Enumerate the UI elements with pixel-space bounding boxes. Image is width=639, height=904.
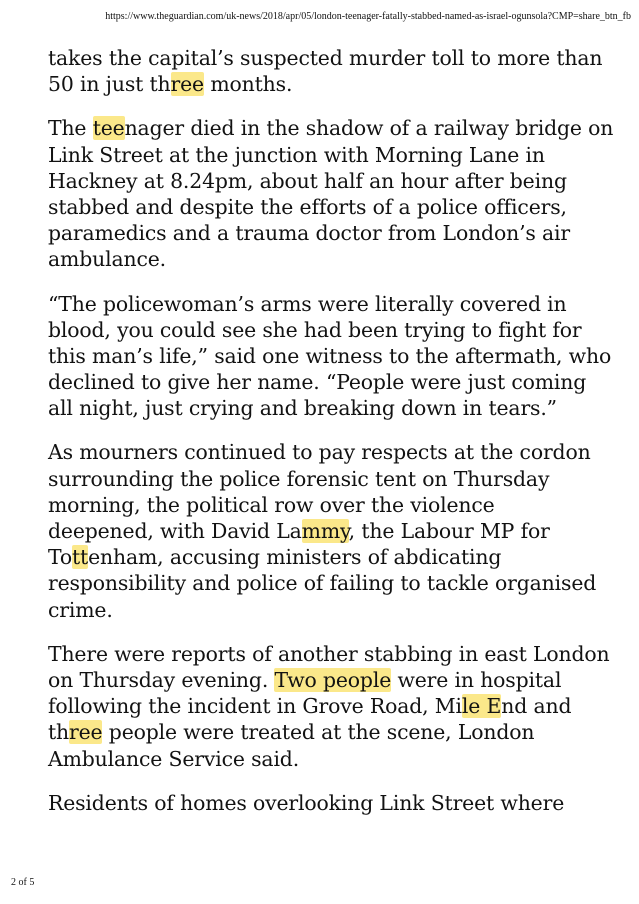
text-line	[48, 220, 608, 246]
text-line	[48, 719, 608, 745]
text-line	[48, 641, 608, 667]
text-segment: Hackney at 8.24pm, about half an hour after being	[48, 168, 567, 193]
text-segment: all night, just crying and breaking down in tears.”	[48, 396, 557, 421]
text-line	[48, 693, 608, 719]
text-line	[48, 142, 608, 168]
highlighted-text: ree	[69, 720, 103, 745]
text-segment: months.	[203, 72, 293, 97]
article-body	[48, 45, 614, 834]
text-segment: Residents of homes overlooking Link Street where	[48, 790, 565, 815]
text-line	[48, 395, 608, 421]
text-line	[48, 570, 608, 596]
highlighted-text: Two people	[274, 667, 392, 692]
article-paragraph	[48, 291, 612, 422]
text-segment: on Thursday evening.	[48, 667, 275, 692]
text-segment: deepened, with David La	[48, 519, 302, 543]
text-segment: nager died in the shadow of a railway bridge on	[124, 116, 614, 141]
text-segment: th	[48, 720, 70, 745]
text-segment: declined to give her name. “People were just coming	[48, 370, 587, 395]
text-segment: As mourners continued to pay respects at the cordon	[48, 440, 591, 465]
text-segment: The	[48, 116, 93, 141]
highlighted-text: le E	[461, 694, 502, 719]
text-line	[48, 45, 608, 71]
text-segment: this man’s life,” said one witness to the aftermath, who	[48, 343, 612, 368]
text-line	[48, 343, 612, 369]
text-line	[48, 597, 608, 623]
text-segment: people were treated at the scene, London	[102, 720, 535, 745]
text-segment: takes the capital’s suspected murder toll to more than	[48, 46, 603, 70]
text-segment: paramedics and a trauma doctor from London’s air	[48, 221, 571, 246]
text-line	[48, 246, 608, 272]
text-line	[48, 194, 608, 220]
text-segment: surrounding the police forensic tent on Thursday	[48, 466, 550, 491]
article-paragraph	[48, 439, 608, 622]
text-line	[48, 439, 608, 465]
text-segment: There were reports of another stabbing in east London	[48, 641, 610, 666]
highlighted-text: tee	[92, 116, 125, 141]
text-segment: blood, you could see she had been trying to fight for	[48, 317, 582, 342]
article-paragraph	[48, 641, 608, 772]
text-line	[48, 317, 608, 343]
text-segment: enham, accusing ministers of abdicating	[88, 545, 502, 570]
text-line	[48, 168, 608, 194]
page-number: 2 of 5	[11, 877, 35, 888]
highlighted-text: tt	[72, 545, 89, 570]
text-line	[48, 291, 608, 317]
text-segment: were in hospital	[391, 667, 562, 692]
text-line	[48, 115, 614, 141]
text-segment: nd and	[501, 694, 572, 719]
text-line	[48, 746, 608, 772]
article-paragraph	[48, 45, 608, 97]
text-line	[48, 492, 608, 518]
text-line	[48, 466, 608, 492]
text-segment: responsibility and police of failing to tackle organised	[48, 571, 597, 596]
page-url: https://www.theguardian.com/uk-news/2018/apr/05/london-teenager-fatally-stabbed-named-as-israel-ogunsola?CMP=share_btn_fb	[105, 11, 631, 22]
text-segment: crime.	[48, 597, 113, 622]
text-segment: Ambulance Service said.	[48, 746, 300, 771]
text-line	[48, 667, 608, 693]
text-segment: Link Street at the junction with Morning Lane in	[48, 142, 545, 167]
text-segment: , the Labour MP for	[348, 519, 550, 543]
highlighted-text: ree	[170, 72, 204, 97]
text-line	[48, 71, 608, 97]
text-line	[48, 518, 608, 544]
text-line	[48, 369, 608, 395]
article-paragraph	[48, 115, 614, 272]
text-segment: stabbed and despite the efforts of a police officers,	[48, 194, 567, 219]
text-line	[48, 544, 608, 570]
text-segment: 50 in just th	[48, 72, 171, 97]
highlighted-text: mmy	[301, 519, 349, 543]
article-paragraph	[48, 790, 608, 816]
text-segment: “The policewoman’s arms were literally covered in	[48, 291, 567, 316]
text-line	[48, 790, 608, 816]
text-segment: ambulance.	[48, 247, 166, 272]
text-segment: following the incident in Grove Road, Mi	[48, 694, 462, 719]
text-segment: To	[48, 545, 72, 570]
text-segment: morning, the political row over the violence	[48, 492, 495, 517]
